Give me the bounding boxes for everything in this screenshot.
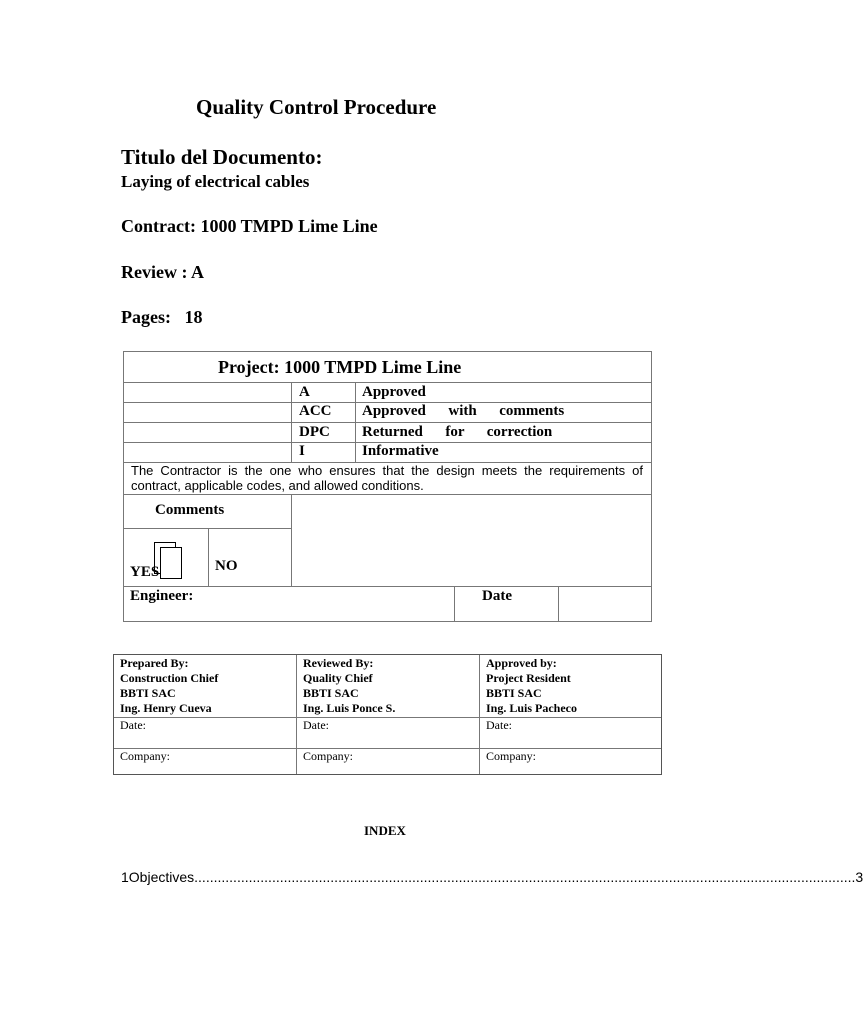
signature-table — [113, 654, 662, 775]
date-label: Date — [482, 588, 512, 604]
code-a-desc: Approved — [362, 384, 426, 400]
review-line: Review : A — [121, 262, 204, 282]
approved-title: Project Resident — [486, 671, 571, 685]
pages-line: Pages: 18 — [121, 307, 203, 327]
prepared-by-cell — [120, 656, 218, 716]
reviewed-company: BBTI SAC — [303, 686, 359, 700]
reviewed-title: Quality Chief — [303, 671, 373, 685]
prepared-company: BBTI SAC — [120, 686, 176, 700]
approved-name: Ing. Luis Pacheco — [486, 701, 578, 715]
contract-line: Contract: 1000 TMPD Lime Line — [121, 216, 378, 236]
reviewed-by-cell — [303, 656, 395, 716]
reviewed-date-field[interactable]: Date: — [303, 718, 329, 732]
prepared-company-field[interactable]: Company: — [120, 749, 170, 763]
yes-label: YES — [130, 564, 160, 580]
toc-page: 3 — [855, 869, 863, 885]
code-acc-desc: Approved with comments — [362, 403, 565, 419]
approved-by-cell — [486, 656, 577, 716]
code-acc: ACC — [299, 403, 332, 419]
reviewed-name: Ing. Luis Ponce S. — [303, 701, 396, 715]
reviewed-role: Reviewed By: — [303, 656, 374, 670]
index-heading: INDEX — [364, 823, 406, 838]
document-label: Titulo del Documento: — [121, 145, 323, 169]
code-i: I — [299, 443, 305, 459]
approved-company: BBTI SAC — [486, 686, 542, 700]
approved-company-field[interactable]: Company: — [486, 749, 536, 763]
code-a: A — [299, 384, 310, 400]
prepared-role: Prepared By: — [120, 656, 189, 670]
toc-leader: .......................................................................................................................................................................... — [194, 869, 856, 885]
approved-date-field[interactable]: Date: — [486, 718, 512, 732]
prepared-title: Construction Chief — [120, 671, 219, 685]
prepared-name: Ing. Henry Cueva — [120, 701, 212, 715]
code-i-desc: Informative — [362, 443, 439, 459]
page-title: Quality Control Procedure — [196, 95, 437, 119]
project-title: Project: 1000 TMPD Lime Line — [218, 357, 462, 377]
project-review-box — [123, 351, 652, 622]
reviewed-company-field[interactable]: Company: — [303, 749, 353, 763]
no-label: NO — [215, 558, 238, 574]
toc-number: 1 — [121, 869, 129, 885]
toc-entry[interactable] — [121, 869, 863, 885]
yes-checkbox[interactable] — [160, 547, 182, 579]
contractor-note: The Contractor is the one who ensures that the design meets the requirements of contract, applicable codes, and allowed conditions. — [131, 463, 643, 493]
prepared-date-field[interactable]: Date: — [120, 718, 146, 732]
toc-label: Objectives — [128, 869, 195, 885]
code-dpc: DPC — [299, 424, 330, 440]
engineer-label: Engineer: — [130, 588, 194, 604]
code-dpc-desc: Returned for correction — [362, 424, 553, 440]
comments-label: Comments — [155, 502, 225, 518]
document-subject: Laying of electrical cables — [121, 172, 310, 191]
approved-role: Approved by: — [486, 656, 557, 670]
